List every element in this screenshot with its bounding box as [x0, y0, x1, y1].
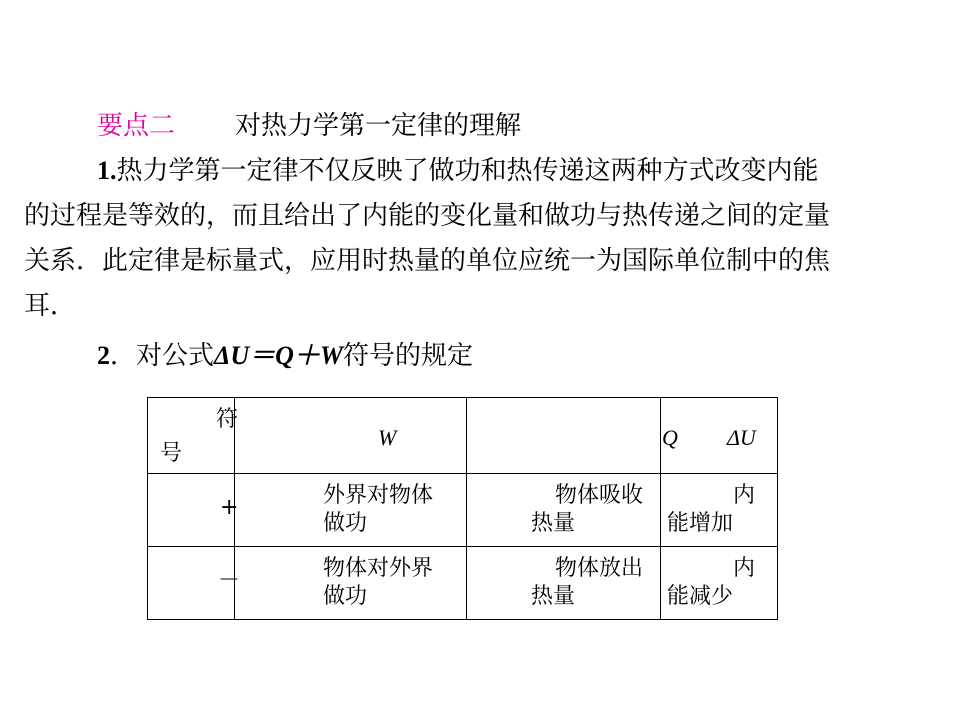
- w-cell-line1: 外界对物体: [323, 483, 434, 508]
- section-heading: [97, 110, 521, 142]
- w-cell-line2: 做功: [323, 584, 368, 609]
- q-cell-line2: 热量: [531, 511, 576, 536]
- q-cell: [467, 547, 661, 620]
- sign-plus: +: [220, 495, 239, 520]
- paragraph1-line4: 耳．: [24, 291, 77, 321]
- corner-top-text: 符: [216, 407, 239, 432]
- w-cell: [235, 474, 467, 547]
- u-cell-line2: 能增加: [667, 511, 734, 536]
- sign-minus: －: [218, 568, 241, 593]
- corner-cell: [148, 398, 239, 474]
- w-cell-line2: 做功: [323, 511, 368, 536]
- u-cell-line2: 能减少: [667, 584, 734, 609]
- paragraph1-number: 1.: [97, 156, 117, 185]
- q-cell-line2: 热量: [531, 584, 576, 609]
- sign-convention-table: [147, 397, 778, 620]
- u-cell-line1: 内: [733, 483, 756, 508]
- u-cell-line1: 内: [733, 556, 756, 581]
- header-q-text: Q: [662, 425, 678, 450]
- heading-title: 对热力学第一定律的理解: [235, 111, 522, 141]
- header-q: [467, 398, 678, 474]
- header-u: [661, 398, 778, 474]
- header-w: [235, 398, 467, 474]
- u-cell: [661, 474, 778, 547]
- formula: ΔU＝Q＋W: [214, 341, 344, 370]
- u-cell: [661, 547, 778, 620]
- sign-cell: [148, 547, 241, 620]
- q-cell-line1: 物体放出: [555, 556, 644, 581]
- header-u-text: ΔU: [727, 425, 756, 450]
- paragraph1-line2: 的过程是等效的，而且给出了内能的变化量和做功与热传递之间的定量: [24, 201, 831, 231]
- q-cell-line1: 物体吸收: [555, 483, 644, 508]
- paragraph1-line1: [97, 155, 819, 187]
- paragraph1-text: 热力学第一定律不仅反映了做功和热传递这两种方式改变内能: [116, 156, 819, 186]
- paragraph2-prefix: 对公式: [136, 341, 215, 371]
- w-cell-line1: 物体对外界: [323, 556, 434, 581]
- paragraph2: [97, 340, 473, 372]
- q-cell: [467, 474, 661, 547]
- paragraph1-line3: 关系．此定律是标量式，应用时热量的单位应统一为国际单位制中的焦: [24, 246, 831, 276]
- header-w-text: W: [378, 425, 397, 450]
- w-cell: [235, 547, 467, 620]
- table-row: [148, 547, 778, 620]
- sign-cell: [148, 474, 239, 547]
- paragraph2-number: 2: [97, 341, 110, 370]
- table-row: [148, 474, 778, 547]
- paragraph2-suffix: 符号的规定: [343, 341, 474, 371]
- corner-bottom-text: 号: [160, 441, 183, 466]
- paragraph2-sep: ．: [110, 341, 137, 371]
- heading-key: 要点二: [97, 111, 176, 141]
- table-header-row: [148, 398, 778, 474]
